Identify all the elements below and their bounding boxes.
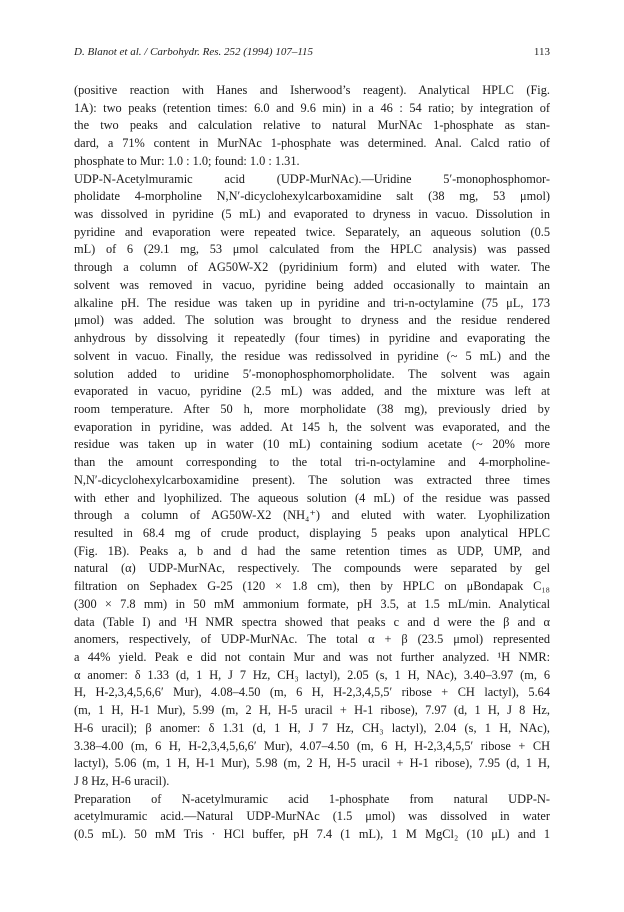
text-line: J 8 Hz, H-6 uracil).	[74, 774, 170, 789]
text-line: (m, 1 H, H-1 Mur), 5.99 (m, 2 H, H-5 uracil + H-1 ribose), 7.97 (d, 1 H, J 8 Hz,	[74, 703, 550, 718]
text-line: (0.5 mL). 50 mM Tris · HCl buffer, pH 7.4 (1 mL), 1 M MgCl₂ (10 μL) and 1	[74, 827, 550, 842]
text-line: (positive reaction with Hanes and Isherwood’s reagent). Analytical HPLC (Fig.	[74, 83, 550, 97]
text-line: anomers, respectively, of UDP-MurNAc. The total α + β (23.5 μmol) represented	[74, 632, 550, 647]
text-line: solvent was removed in vacuo, pyridine being added occasionally to maintain an	[74, 277, 550, 292]
text-line: was dissolved in pyridine (5 mL) and evaporated to dryness in vacuo. Dissolution in	[74, 207, 550, 222]
text-line: dard, a 71% content in MurNAc 1-phosphate was determined. Anal. Calcd ratio of	[74, 136, 550, 151]
article-body-text	[74, 82, 550, 844]
text-line: N,N′-dicyclohexylcarboxamidine present). The solution was extracted three times	[74, 472, 550, 487]
page-number: 113	[533, 46, 550, 58]
running-header	[74, 46, 550, 62]
text-line: than the amount corresponding to the total tri-n-octylamine and 4-morpholine-	[74, 455, 550, 470]
text-line: μmol) was added. The solution was brought to dryness and the residue rendered	[74, 313, 550, 328]
text-line: evaporated in vacuo, pyridine (2.5 mL) was added, and the mixture was left at	[74, 384, 550, 399]
text-line: α anomer: δ 1.33 (d, 1 H, J 7 Hz, CH₃ lactyl), 2.05 (s, 1 H, NAc), 3.40–3.97 (m, 6	[74, 667, 550, 682]
text-line: the two peaks and calculation relative to natural MurNAc 1-phosphate as stan-	[74, 118, 550, 133]
running-head: D. Blanot et al. / Carbohydr. Res. 252 (1994) 107–115	[74, 46, 314, 58]
text-line: resulted in 68.4 mg of crude product, displaying 5 peaks upon analytical HPLC	[74, 525, 550, 540]
text-line: solution added to uridine 5′-monophosphomorpholidate. The solvent was again	[74, 366, 550, 381]
text-line: pholidate 4-morpholine N,N′-dicyclohexylcarboxamidine salt (38 mg, 53 μmol)	[74, 189, 550, 204]
text-line: (300 × 7.8 mm) in 50 mM ammonium formate, pH 3.5, at 1.5 mL/min. Analytical	[74, 596, 550, 611]
text-line: H-6 uracil); β anomer: δ 1.31 (d, 1 H, J 7 Hz, CH₃ lactyl), 2.04 (s, 1 H, NAc),	[74, 720, 550, 735]
text-line: residue was taken up in water (10 mL) containing sodium acetate (~ 20% more	[74, 437, 550, 452]
text-line: data (Table I) and ¹H NMR spectra showed that peaks c and d were the β and α	[74, 614, 550, 629]
text-line: a 44% yield. Peak e did not contain Mur and was not further analyzed. ¹H NMR:	[74, 650, 550, 664]
text-line: room temperature. After 50 h, more morpholidate (38 mg), previously dried by	[74, 401, 550, 416]
text-line: filtration on Sephadex G-25 (120 × 1.8 cm), then by HPLC on μBondapak C₁₈	[74, 579, 550, 594]
text-line: phosphate to Mur: 1.0 : 1.0; found: 1.0 : 1.31.	[74, 153, 300, 168]
text-line: 1A): two peaks (retention times: 6.0 and 9.6 min) in a 46 : 54 ratio; by integration of	[74, 100, 550, 115]
text-line: (Fig. 1B). Peaks a, b and d had the same retention times as UDP, UMP, and	[74, 543, 550, 558]
text-line: mL) of 6 (29.1 mg, 53 μmol calculated from the HPLC analysis) was passed	[74, 242, 550, 257]
text-line: solvent in vacuo. Finally, the residue was redissolved in pyridine (~ 5 mL) and the	[74, 348, 550, 363]
text-line: with ether and lyophilized. The aqueous solution (4 mL) of the residue was passed	[74, 490, 550, 505]
text-line: acetylmuramic acid.—Natural UDP-MurNAc (1.5 μmol) was dissolved in water	[74, 809, 550, 824]
text-line: pyridine and evaporation were repeated twice. Separately, an aqueous solution (0.5	[74, 224, 550, 239]
text-line: lactyl), 5.06 (m, 1 H, H-1 Mur), 5.98 (m, 2 H, H-5 uracil + H-1 ribose), 7.95 (d, 1 H,	[74, 756, 550, 771]
text-line: H, H-2,3,4,5,6,6′ Mur), 4.08–4.50 (m, 6 H, H-2,3,4,5,5′ ribose + CH lactyl), 5.64	[74, 685, 550, 700]
text-line: through a column of AG50W-X2 (NH₄⁺) and eluted with water. Lyophilization	[74, 508, 550, 523]
text-line: 3.38–4.00 (m, 6 H, H-2,3,4,5,6,6′ Mur), 4.07–4.50 (m, 6 H, H-2,3,4,5,5′ ribose + CH	[74, 738, 550, 753]
text-line: Preparation of N-acetylmuramic acid 1-phosphate from natural UDP-N-	[74, 791, 550, 806]
text-line: alkaline pH. The residue was taken up in pyridine and tri-n-octylamine (75 μL, 173	[74, 295, 550, 310]
text-line: UDP-N-Acetylmuramic acid (UDP-MurNAc).—Uridine 5′-monophosphomor-	[74, 171, 550, 186]
text-line: through a column of AG50W-X2 (pyridinium form) and eluted with water. The	[74, 260, 550, 275]
text-line: evaporation in pyridine, was added. At 145 h, the solvent was evaporated, and the	[74, 419, 550, 434]
text-line: natural (α) UDP-MurNAc, respectively. The compounds were separated by gel	[74, 561, 550, 576]
text-line: anhydrous by dissolving it repeatedly (four times) in pyridine and evaporating the	[74, 331, 550, 346]
